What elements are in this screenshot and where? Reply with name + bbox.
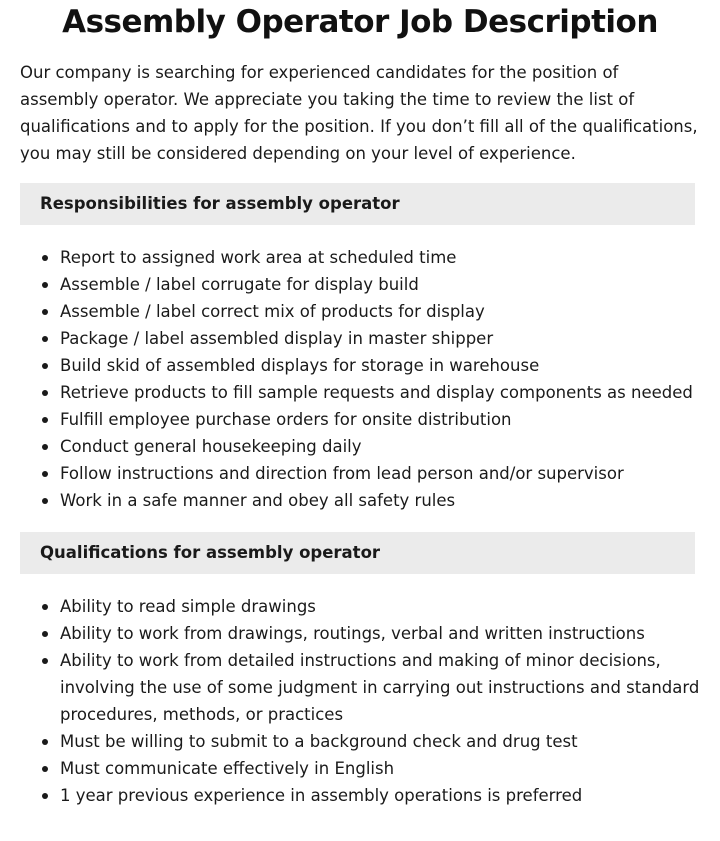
page-title: Assembly Operator Job Description [62,4,658,40]
qualifications-list [0,593,700,809]
responsibilities-heading: Responsibilities for assembly operator [20,183,695,225]
bullet-icon [42,255,48,261]
bullet-icon [42,363,48,369]
bullet-icon [42,444,48,450]
bullet-icon [42,417,48,423]
list-item: Conduct general housekeeping daily [60,433,700,460]
bullet-icon [42,793,48,799]
bullet-icon [42,498,48,504]
list-item: Assemble / label corrugate for display build [60,271,700,298]
bullet-icon [42,471,48,477]
list-item: Must be willing to submit to a background check and drug test [60,728,700,755]
list-item: Package / label assembled display in master shipper [60,325,700,352]
list-item: Assemble / label correct mix of products for display [60,298,700,325]
list-item: Ability to read simple drawings [60,593,700,620]
list-item: Work in a safe manner and obey all safety rules [60,487,700,514]
bullet-icon [42,390,48,396]
list-item: Must communicate effectively in English [60,755,700,782]
list-item: 1 year previous experience in assembly operations is preferred [60,782,700,809]
bullet-icon [42,309,48,315]
bullet-icon [42,336,48,342]
list-item: Fulfill employee purchase orders for onsite distribution [60,406,700,433]
qualifications-heading: Qualifications for assembly operator [20,532,695,574]
bullet-icon [42,604,48,610]
bullet-icon [42,282,48,288]
bullet-icon [42,658,48,664]
list-item: Follow instructions and direction from lead person and/or supervisor [60,460,700,487]
list-item: Retrieve products to fill sample requests and display components as needed [60,379,700,406]
responsibilities-list [0,244,700,514]
intro-paragraph: Our company is searching for experienced candidates for the position of assembly operator. We appreciate you taking the time to review the list of qualifications and to apply for the position. If you don’t fill all of the qualifications, you may still be considered depending on your level of experience. [20,63,698,163]
bullet-icon [42,631,48,637]
list-item: Ability to work from drawings, routings, verbal and written instructions [60,620,700,647]
bullet-icon [42,739,48,745]
list-item: Report to assigned work area at scheduled time [60,244,700,271]
bullet-icon [42,766,48,772]
list-item: Build skid of assembled displays for storage in warehouse [60,352,700,379]
list-item: Ability to work from detailed instructions and making of minor decisions, involving the use of some judgment in carrying out instructions and standard procedures, methods, or practices [60,647,700,728]
